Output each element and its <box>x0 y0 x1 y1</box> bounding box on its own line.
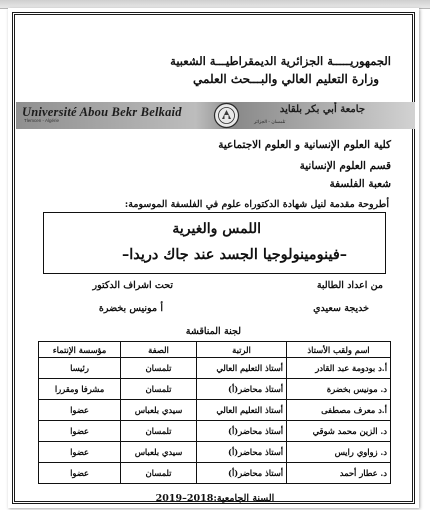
table-row <box>39 400 391 421</box>
academic-year: السنة الجامعية:2018–2019 <box>155 493 275 504</box>
committee-table <box>38 341 391 484</box>
university-location-fr: Tlemcen - Algérie <box>24 118 60 123</box>
member-role: عضوا <box>39 400 121 421</box>
branch-name: شعبة الفلسفة <box>329 178 391 190</box>
member-name: أ.د بودومة عبد القادر <box>287 358 391 379</box>
member-place: تلمسان <box>121 463 197 484</box>
member-place: سيدي بلعباس <box>121 400 197 421</box>
member-place: تلمسان <box>121 358 197 379</box>
member-name: د. مونيس بخضرة <box>287 379 391 400</box>
member-rank: أستاذ محاضر(أ) <box>197 463 287 484</box>
member-rank: أستاذ محاضر(أ) <box>197 421 287 442</box>
thesis-intro: أطروحة مقدمة لنيل شهادة الدكتوراه علوم في الفلسفة الموسومة: <box>124 199 389 210</box>
member-place: تلمسان <box>121 379 197 400</box>
member-role: رئيسا <box>39 358 121 379</box>
table-row <box>39 421 391 442</box>
member-place: تلمسان <box>121 421 197 442</box>
header-affiliation: مؤسسة الإنتماء <box>39 342 121 358</box>
student-name: خديجة سعيدي <box>313 303 369 314</box>
thesis-title-line1: اللمس والغيرية <box>172 221 261 237</box>
university-name-ar: جامعة أبي بكر بلقايد <box>279 104 365 115</box>
member-role: عضوا <box>39 463 121 484</box>
university-banner <box>16 102 415 129</box>
university-name-fr: Université Abou Bekr Belkaid <box>22 105 182 119</box>
member-name: د. عطار أحمد <box>287 463 391 484</box>
member-place: سيدي بلعباس <box>121 442 197 463</box>
member-name: أ.د معرف مصطفى <box>287 400 391 421</box>
table-row <box>39 463 391 484</box>
university-location-ar: تلمسان - الجزائر <box>254 120 286 125</box>
member-role: مشرفا ومقررا <box>39 379 121 400</box>
member-name: د. زواوي رايس <box>287 442 391 463</box>
thesis-title-line2: –فينومينولوجيا الجسد عند جاك دريدا– <box>122 246 347 263</box>
member-name: د. الزين محمد شوقي <box>287 421 391 442</box>
thesis-title-box <box>43 212 386 274</box>
member-rank: أستاذ التعليم العالي <box>197 358 287 379</box>
committee-header-row <box>39 342 391 358</box>
member-rank: أستاذ محاضر(أ) <box>197 379 287 400</box>
ministry-heading: وزارة التعليم العالي والبـــحث العلمي <box>193 72 379 86</box>
member-rank: أستاذ محاضر(أ) <box>197 442 287 463</box>
republic-heading: الجمهوريـــــة الجزائرية الديمقراطيـــة الشعبية <box>170 54 391 68</box>
member-role: عضوا <box>39 442 121 463</box>
header-rank: الرتبة <box>197 342 287 358</box>
supervisor-name: أ مونيس بخضرة <box>98 303 163 314</box>
university-emblem-icon <box>213 102 240 129</box>
header-name: اسم ولقب الأستاذ <box>287 342 391 358</box>
department-name: قسم العلوم الإنسانية <box>299 160 391 172</box>
table-row <box>39 442 391 463</box>
member-role: عضوا <box>39 421 121 442</box>
table-row <box>39 379 391 400</box>
committee-label: لجنة المناقشة <box>185 326 241 337</box>
student-label: من اعداد الطالبة <box>316 280 383 291</box>
table-row <box>39 358 391 379</box>
faculty-name: كلية العلوم الإنسانية و العلوم الاجتماعية <box>218 139 391 151</box>
member-rank: أستاذ التعليم العالي <box>197 400 287 421</box>
thesis-cover-page <box>8 8 419 508</box>
supervisor-label: تحت اشراف الدكتور <box>92 280 173 291</box>
header-role: الصفة <box>121 342 197 358</box>
